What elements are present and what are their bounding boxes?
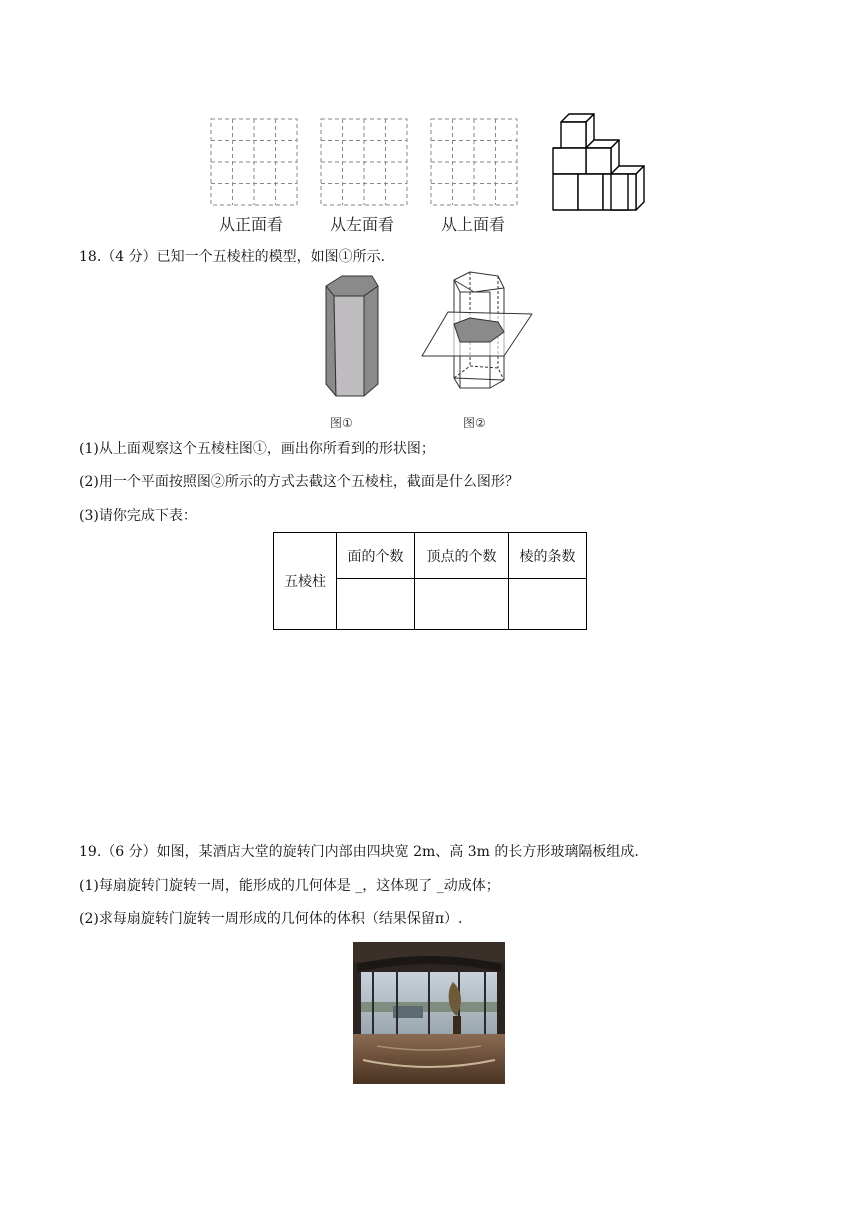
cube-stack-figure [548,110,654,214]
header-faces: 面的个数 [337,533,415,579]
figure-1-caption: 图① [330,416,353,430]
q19-part2: (2)求每扇旋转门旋转一周形成的几何体的体积（结果保留π）. [79,911,463,927]
q19-stem: 19.（6 分）如图，某酒店大堂的旋转门内部由四块宽 2m、高 3m 的长方形玻璃隔板组成. [79,844,639,860]
cell-edges[interactable] [509,579,587,630]
left-view-label: 从左面看 [330,215,395,234]
revolving-door-photo [353,942,505,1084]
top-view-label: 从上面看 [441,215,506,234]
left-view-grid [318,116,413,208]
row-header-prism: 五棱柱 [274,533,337,630]
pentagonal-prism-figure-2 [420,270,538,402]
header-edges: 棱的条数 [509,533,587,579]
q18-part3: (3)请你完成下表： [79,508,197,524]
q19-part1: (1)每扇旋转门旋转一周，能形成的几何体是 _，这体现了 _动成体； [79,878,500,894]
cell-vertices[interactable] [415,579,509,630]
prism-table [273,532,587,630]
front-view-grid [208,116,303,208]
figure-2-caption: 图② [463,416,486,430]
top-view-grid [428,116,523,208]
pentagonal-prism-figure-1 [320,272,386,400]
q18-part1: (1)从上面观察这个五棱柱图①，画出你所看到的形状图； [79,441,435,457]
header-vertices: 顶点的个数 [415,533,509,579]
q18-stem: 18.（4 分）已知一个五棱柱的模型，如图①所示. [79,249,386,265]
q18-part2: (2)用一个平面按照图②所示的方式去截这个五棱柱，截面是什么图形？ [79,474,519,490]
cell-faces[interactable] [337,579,415,630]
front-view-label: 从正面看 [219,215,284,234]
